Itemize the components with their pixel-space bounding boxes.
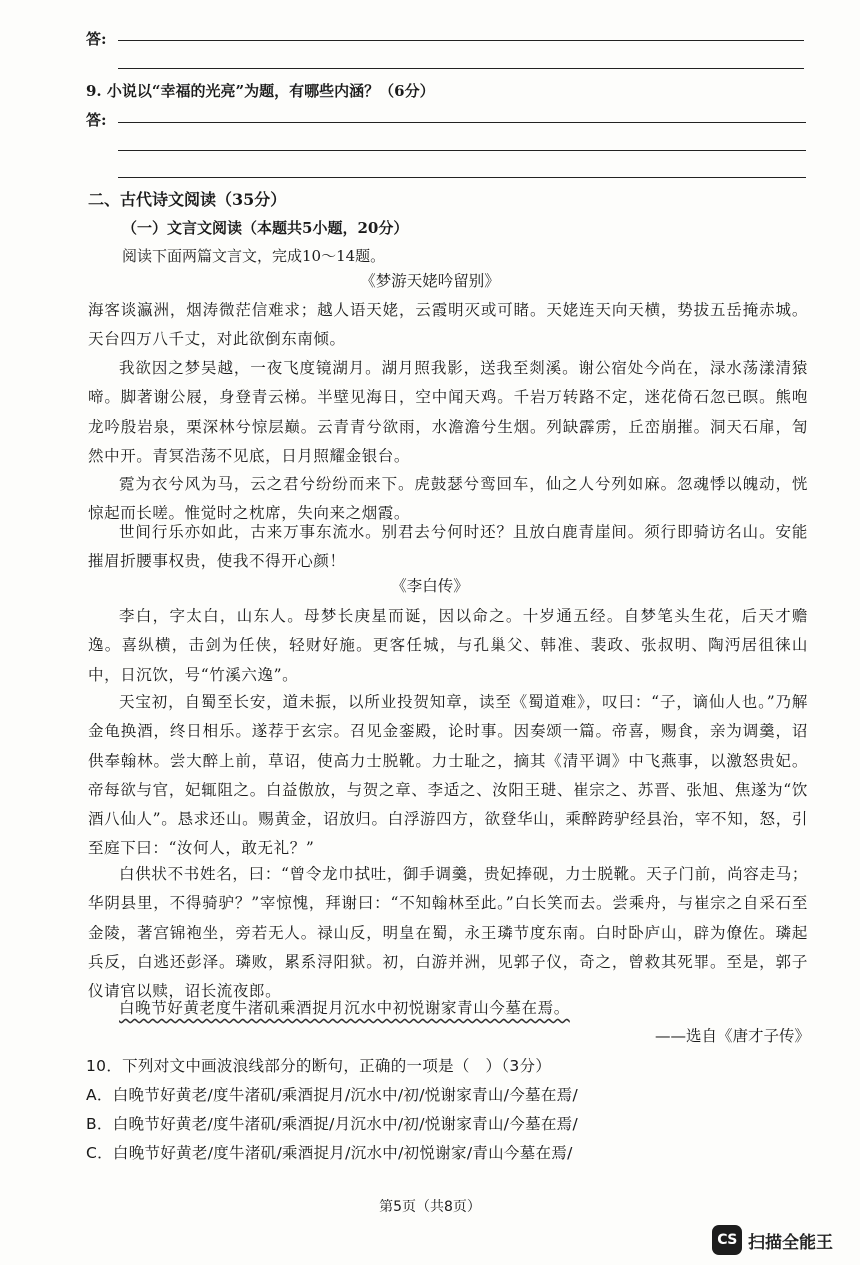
poem-paragraph: 霓为衣兮风为马，云之君兮纷纷而来下。虎鼓瑟兮鸾回车，仙之人兮列如麻。忽魂悸以魄动，恍惊起而长嗟。惟觉时之枕席，失向来之烟霞。 [88,475,808,523]
bio-paragraph: 李白，字太白，山东人。母梦长庚星而诞，因以命之。十岁通五经。自梦笔头生花，后天才赡逸。喜纵横，击剑为任侠，轻财好施。更客任城，与孔巢父、韩准、裴政、张叔明、陶沔居徂徕山中，日沉饮，号“竹溪六逸”。 [88,607,808,684]
sub-heading: （一）文言文阅读（本题共5小题，20分） [122,219,409,237]
q8-answer-label: 答: [86,30,107,48]
page-number: 第5页（共8页） [379,1199,481,1215]
answer-line[interactable] [118,122,806,123]
q10-question: 10．下列对文中画波浪线部分的断句，正确的一项是（ ）（3分） [86,1057,552,1075]
answer-line[interactable] [118,40,804,41]
bio-paragraph: 天宝初，自蜀至长安，道未振，以所业投贺知章，读至《蜀道难》，叹曰：“子，谪仙人也。”乃解金龟换酒，终日相乐。遂荐于玄宗。召见金銮殿，论时事。因奏颂一篇。帝喜，赐食，亲为调羹，诏供奉翰林。尝大醉上前，草诏，使高力士脱靴。力士耻之，摘其《清平调》中飞燕事，以激怒贵妃。帝每欲与官，妃辄阻之。白益傲放，与贺之章、李适之、汝阳王琎、崔宗之、苏晋、张旭、焦遂为“饮酒八仙人”。恳求还山。赐黄金，诏放归。白浮游四方，欲登华山，乘醉跨驴经县治，宰不知，怒，引至庭下曰：“汝何人，敢无礼？” [88,693,808,858]
scanner-watermark [712,1225,833,1255]
bio-title: 《李白传》 [391,577,469,595]
poem-title: 《梦游天姥吟留别》 [360,272,500,290]
poem-paragraph: 海客谈瀛洲，烟涛微茫信难求；越人语天姥，云霞明灭或可睹。天姥连天向天横，势拔五岳掩赤城。天台四万八千丈，对此欲倒东南倾。 [88,301,808,349]
q10-option-a[interactable]: A．白晚节好黄老/度牛渚矶/乘酒捉月/沉水中/初/悦谢家青山/今墓在焉/ [86,1086,578,1104]
answer-line[interactable] [118,150,806,151]
wavy-sentence [88,994,808,1023]
poem-paragraph: 我欲因之梦吴越，一夜飞度镜湖月。湖月照我影，送我至剡溪。谢公宿处今尚在，渌水荡漾清猿啼。脚著谢公屐，身登青云梯。半壁见海日，空中闻天鸡。千岩万转路不定，迷花倚石忽已暝。熊咆龙吟殷岩泉，栗深林兮惊层巅。云青青兮欲雨，水澹澹兮生烟。列缺霹雳，丘峦崩摧。洞天石扉，訇然中开。青冥浩荡不见底，日月照耀金银台。 [88,359,808,465]
watermark-text: 扫描全能王 [748,1232,833,1253]
q10-option-c[interactable]: C．白晚节好黄老/度牛渚矶/乘酒捉月/沉水中/初悦谢家/青山今墓在焉/ [86,1144,573,1162]
answer-line[interactable] [118,68,804,69]
source-citation: ——选自《唐才子传》 [654,1027,810,1045]
q10-option-b[interactable]: B．白晚节好黄老/度牛渚矶/乘酒捉/月沉水中/初/悦谢家青山/今墓在焉/ [86,1115,578,1133]
instruction: 阅读下面两篇文言文，完成10～14题。 [122,247,386,265]
wavy-underlined-text: 白晚节好黄老度牛渚矶乘酒捉月沉水中初悦谢家青山今墓在焉。 [119,999,570,1017]
q9-answer-label: 答: [86,111,107,129]
camscanner-logo-icon: CS [712,1225,742,1255]
section-heading: 二、古代诗文阅读（35分） [88,190,287,209]
answer-line[interactable] [118,177,806,178]
bio-paragraph: 白供状不书姓名，曰：“曾令龙巾拭吐，御手调羹，贵妃捧砚，力士脱靴。天子门前，尚容走马；华阴县里，不得骑驴？”宰惊愧，拜谢曰：“不知翰林至此。”白长笑而去。尝乘舟，与崔宗之自采石至金陵，著宫锦袍坐，旁若无人。禄山反，明皇在蜀，永王璘节度东南。白时卧庐山，辟为僚佐。璘起兵反，白逃还彭泽。璘败，累系浔阳狱。初，白游并洲，见郭子仪，奇之，曾救其死罪。至是，郭子仪请官以赎，诏长流夜郎。 [88,865,808,1001]
q9-question: 9. 小说以“幸福的光亮”为题，有哪些内涵？（6分） [86,82,435,100]
poem-paragraph: 世间行乐亦如此，古来万事东流水。别君去兮何时还？且放白鹿青崖间。须行即骑访名山。安能摧眉折腰事权贵，使我不得开心颜！ [88,523,808,571]
